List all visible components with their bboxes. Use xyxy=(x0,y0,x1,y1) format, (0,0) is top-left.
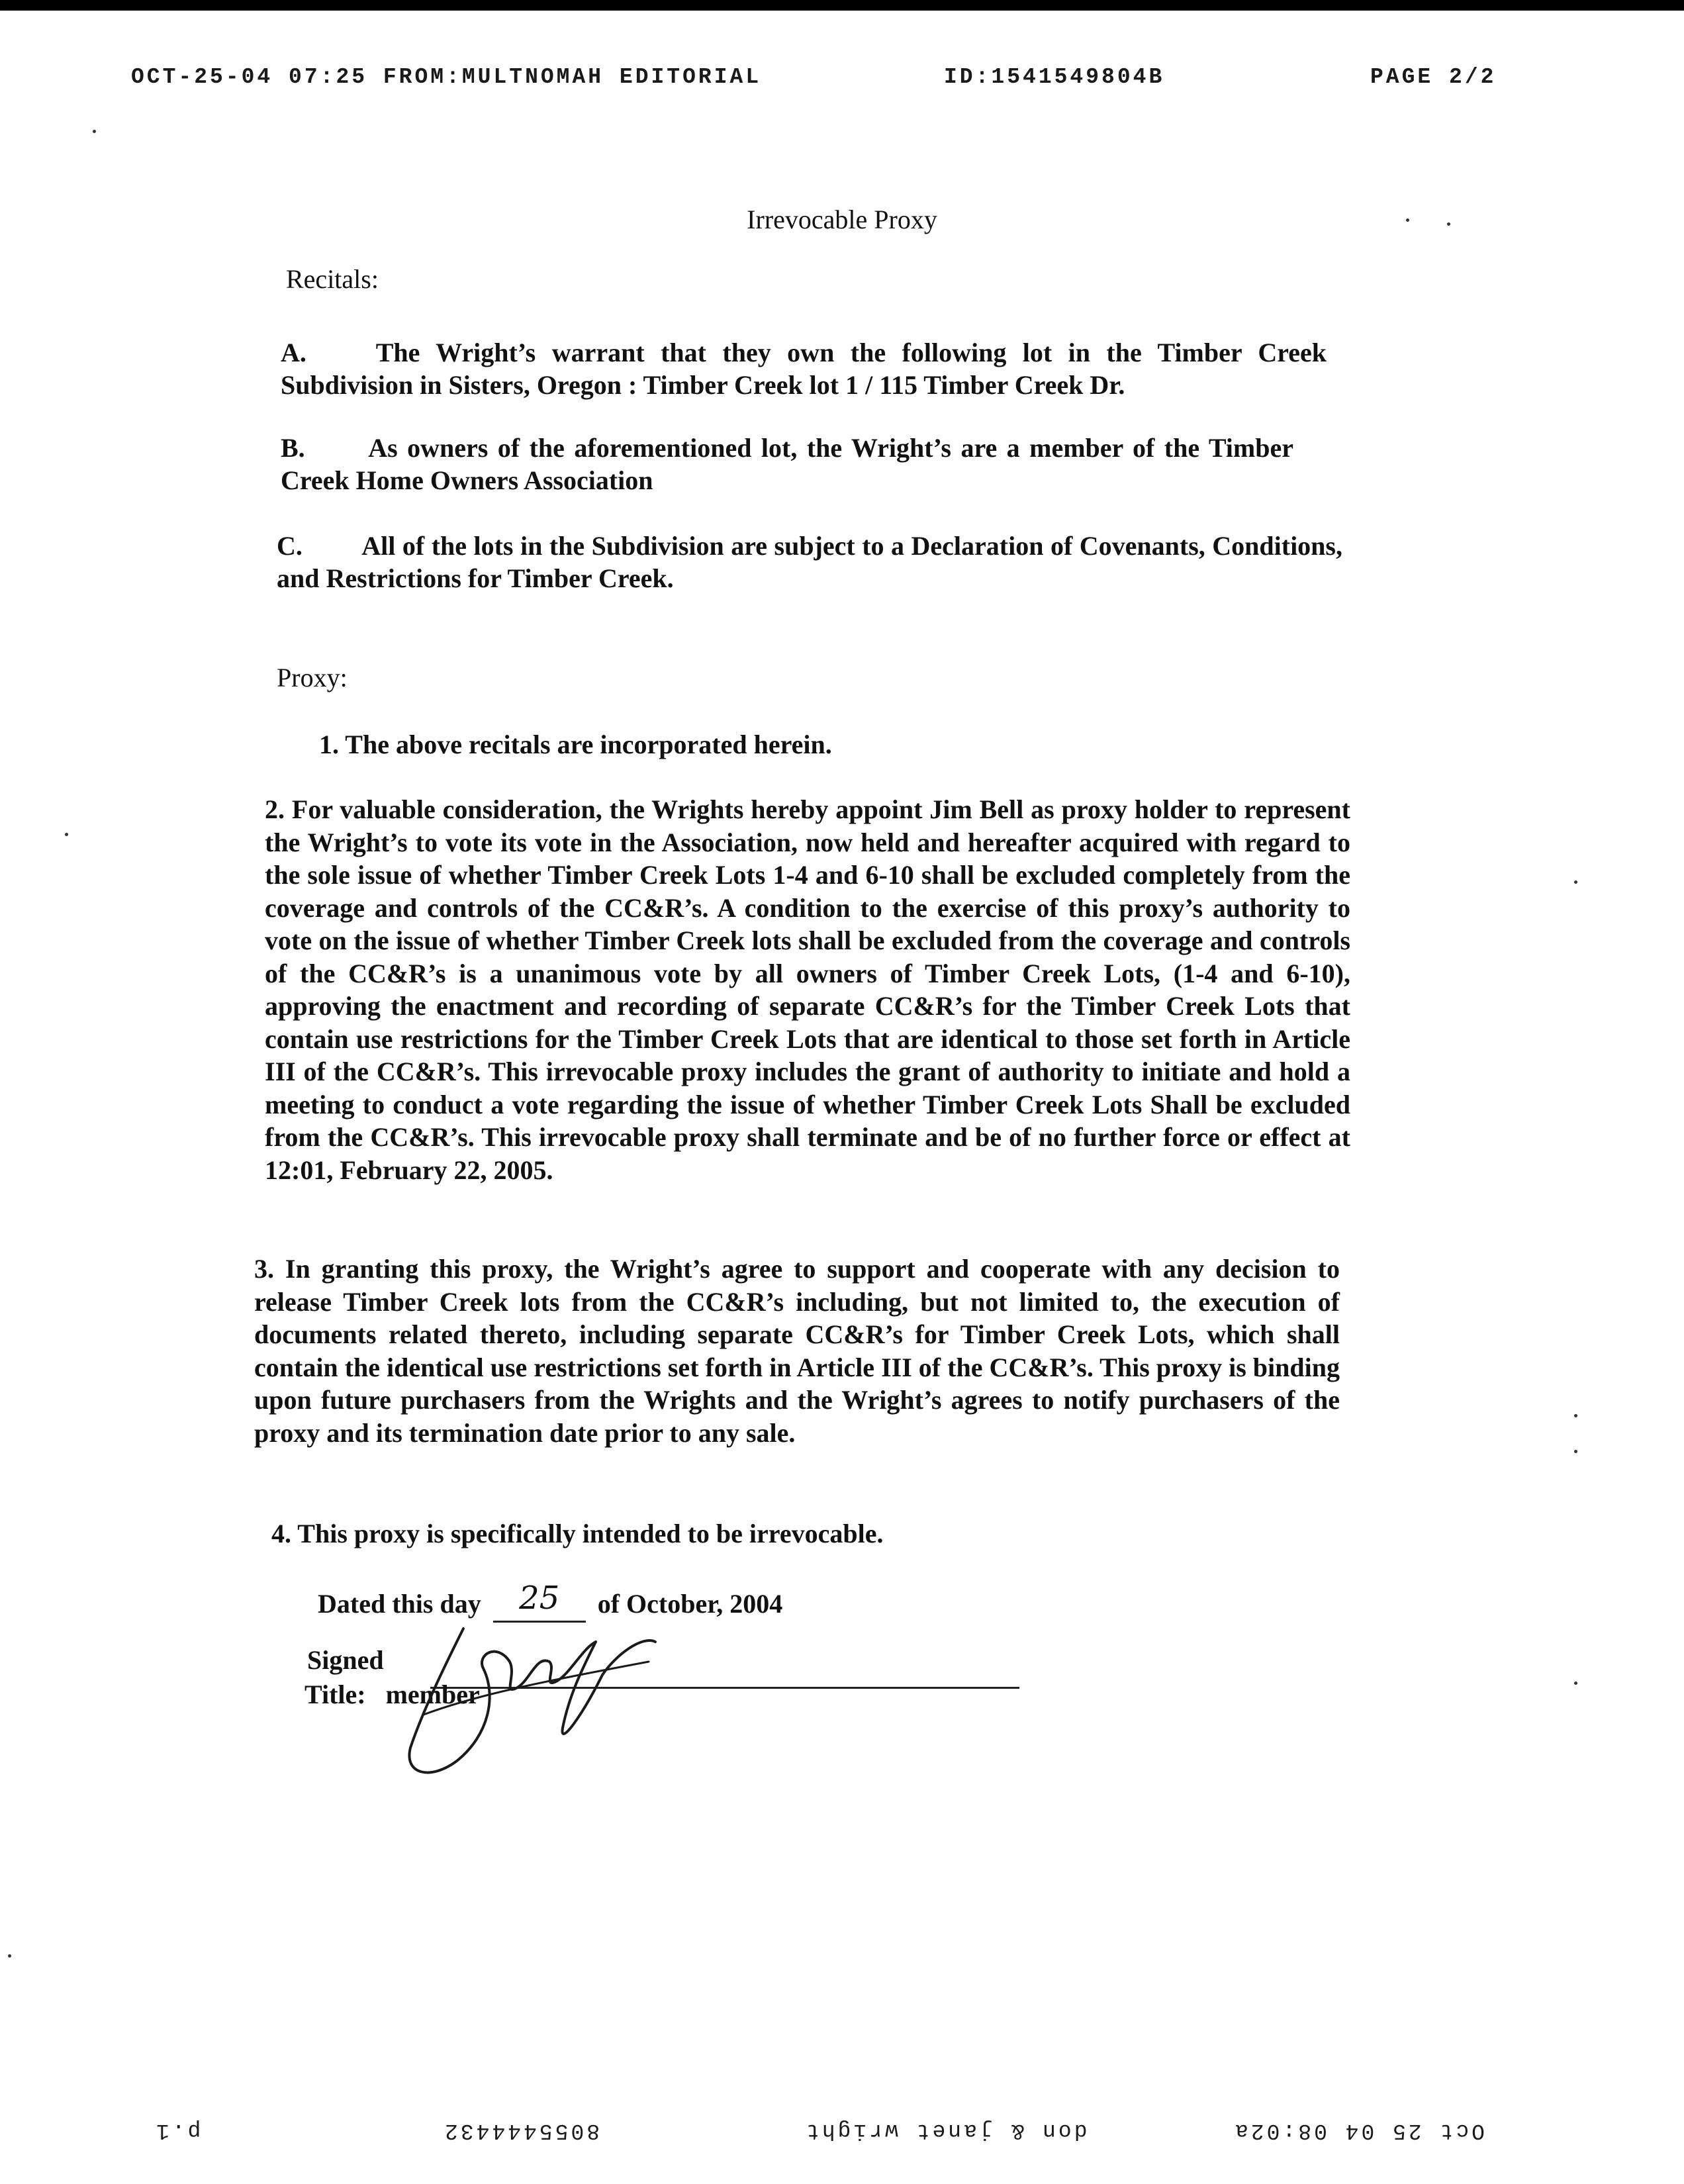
fax-header-id: ID:1541549804B xyxy=(944,65,1165,89)
fax-footer xyxy=(0,2118,1684,2158)
recitals-heading: Recitals: xyxy=(286,264,379,294)
recital-b-label: B. xyxy=(281,433,305,463)
scan-speck xyxy=(65,833,68,836)
recital-b-text: As owners of the aforementioned lot, the Wright’s are a member of the Timber Creek Home Owners Association xyxy=(281,433,1293,495)
fax-header-page: PAGE 2/2 xyxy=(1370,65,1497,89)
signed-label: Signed xyxy=(307,1645,384,1675)
proxy-clause-1: 1. The above recitals are incorporated herein. xyxy=(319,730,832,759)
title-label: Title: xyxy=(304,1680,366,1709)
fax-header xyxy=(126,65,1558,98)
fax-footer-phone: 8055444432 xyxy=(442,2118,600,2143)
scan-speck xyxy=(1574,880,1577,884)
recital-c-label: C. xyxy=(277,531,303,561)
scan-speck xyxy=(1406,218,1409,222)
scan-speck xyxy=(1447,222,1450,226)
proxy-clause-4: 4. This proxy is specifically intended to be irrevocable. xyxy=(271,1519,884,1548)
document-title: Irrevocable Proxy xyxy=(747,205,937,234)
scan-speck xyxy=(1574,1414,1577,1417)
scan-speck xyxy=(1574,1450,1577,1453)
proxy-clause-3: 3. In granting this proxy, the Wright’s agree to support and cooperate with any decision to release Timber Creek lots from the CC&R’s including, but not limited to, the execution of documents related thereto, including separate CC&R’s for Timber Creek Lots, which shall contain the identical use restrictions set forth in Article III of the CC&R’s. This proxy is binding upon future purchasers from the Wrights and the Wright’s agrees to notify purchasers of the proxy and its termination date prior to any sale. xyxy=(254,1254,1340,1448)
fax-footer-date: Oct 25 04 08:02a xyxy=(1233,2118,1485,2143)
scan-top-border xyxy=(0,0,1684,11)
handwritten-signature xyxy=(384,1615,662,1787)
recital-c-text: All of the lots in the Subdivision are subject to a Declaration of Covenants, Conditions, and Restrictions for Timber Creek. xyxy=(277,531,1342,593)
dated-prefix: Dated this day xyxy=(318,1589,481,1619)
recital-a xyxy=(281,336,1327,401)
proxy-clause-2: 2. For valuable consideration, the Wrights hereby appoint Jim Bell as proxy holder to represent the Wright’s to vote its vote in the Association, now held and hereafter acquired with regard to the sole issue of whether Timber Creek Lots 1-4 and 6-10 shall be excluded completely from the coverage and controls of the CC&R’s. A condition to the exercise of this proxy’s authority to vote on the issue of whether Timber Creek lots shall be excluded from the coverage and controls of the CC&R’s is a unanimous vote by all owners of Timber Creek Lots, (1-4 and 6-10), approving the enactment and recording of separate CC&R’s for the Timber Creek Lots that contain use restrictions for the Timber Creek Lots that are identical to those set forth in Article III of the CC&R’s. This irrevocable proxy includes the grant of authority to initiate and hold a meeting to conduct a vote regarding the issue of whether Timber Creek Lots Shall be excluded from the CC&R’s. This irrevocable proxy shall terminate and be of no further force or effect at 12:01, February 22, 2005. xyxy=(265,794,1350,1185)
scan-speck xyxy=(8,1954,11,1958)
proxy-heading: Proxy: xyxy=(277,663,348,692)
fax-footer-name: don & janet wright xyxy=(804,2118,1088,2143)
fax-header-sender: OCT-25-04 07:25 FROM:MULTNOMAH EDITORIAL xyxy=(131,65,762,89)
recital-a-text: The Wright’s warrant that they own the following lot in the Timber Creek Subdivision in Sisters, Oregon : Timber Creek lot 1 / 115 Timber Creek Dr. xyxy=(281,338,1327,400)
dated-suffix: of October, 2004 xyxy=(597,1589,783,1619)
fax-footer-page: p.1 xyxy=(154,2118,201,2143)
recital-b xyxy=(281,432,1293,497)
title-value: member xyxy=(385,1680,480,1709)
recital-c xyxy=(277,530,1342,594)
scan-speck xyxy=(1574,1682,1577,1685)
recital-a-label: A. xyxy=(281,338,306,367)
scan-speck xyxy=(93,130,96,133)
dated-day: 25 xyxy=(519,1580,560,1617)
